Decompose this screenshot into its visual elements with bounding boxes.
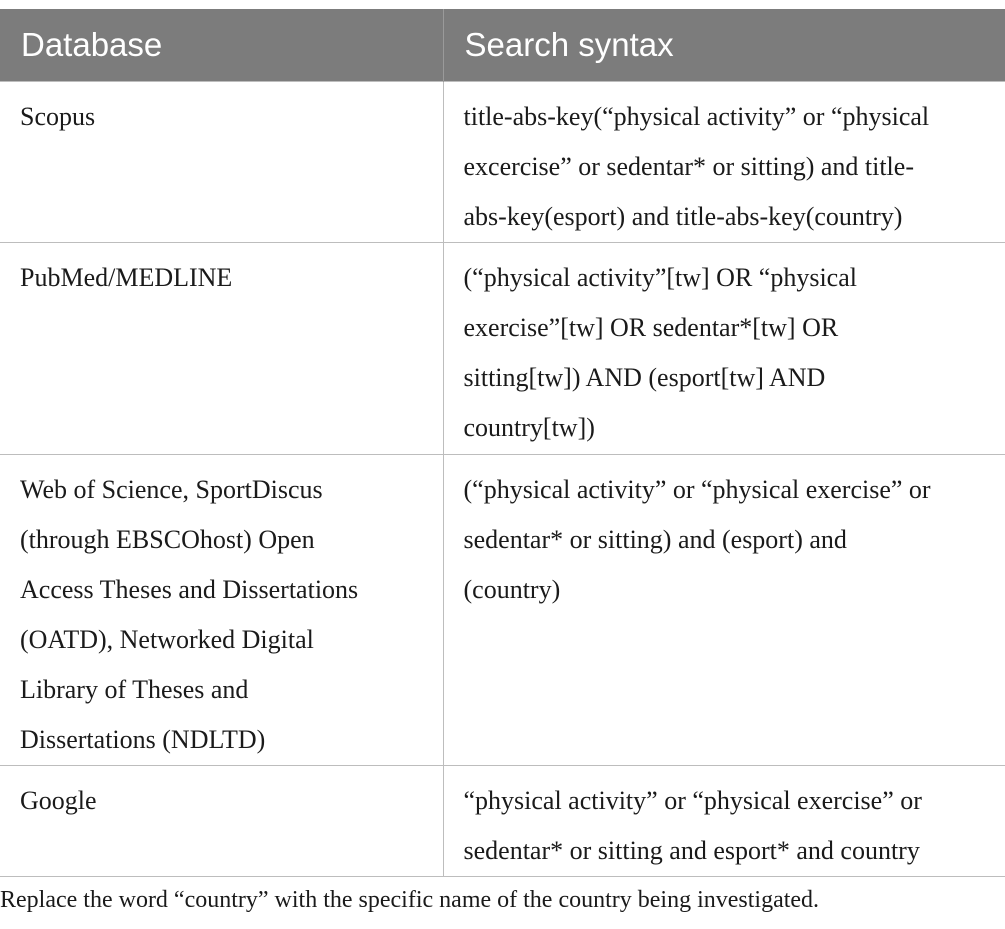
table-row	[0, 455, 1005, 766]
database-line: Web of Science, SportDiscus	[20, 475, 323, 504]
database-cell	[0, 455, 443, 766]
syntax-line: abs-key(esport) and title-abs-key(country)	[463, 202, 903, 231]
table-body	[0, 82, 1005, 877]
database-cell	[0, 243, 443, 455]
syntax-line: excercise” or sedentar* or sitting) and title-	[463, 152, 914, 181]
syntax-line: (“physical activity”[tw] OR “physical	[463, 263, 857, 292]
database-cell	[0, 82, 443, 243]
database-line: Google	[20, 786, 97, 815]
database-line: Dissertations (NDLTD)	[20, 725, 266, 754]
table-row	[0, 82, 1005, 243]
syntax-cell	[443, 82, 1005, 243]
database-line: Scopus	[20, 102, 96, 131]
table-footnote: Replace the word “country” with the specific name of the country being investigated.	[0, 887, 820, 913]
header-search-syntax: Search syntax	[443, 9, 1005, 82]
table-header	[0, 9, 1005, 82]
syntax-line: exercise”[tw] OR sedentar*[tw] OR	[463, 313, 839, 342]
database-line: (OATD), Networked Digital	[20, 625, 314, 654]
syntax-line: (“physical activity” or “physical exercise” or	[463, 475, 931, 504]
syntax-line: sedentar* or sitting) and (esport) and	[463, 525, 847, 554]
syntax-cell	[443, 243, 1005, 455]
syntax-line: “physical activity” or “physical exercise” or	[463, 786, 922, 815]
syntax-line: title-abs-key(“physical activity” or “physical	[463, 102, 930, 131]
syntax-cell	[443, 766, 1005, 877]
syntax-cell	[443, 455, 1005, 766]
syntax-line: sitting[tw]) AND (esport[tw] AND	[463, 363, 826, 392]
database-line: PubMed/MEDLINE	[20, 263, 233, 292]
syntax-line: (country)	[463, 575, 561, 604]
header-row	[0, 9, 1005, 82]
database-line: Access Theses and Dissertations	[20, 575, 359, 604]
table-row	[0, 243, 1005, 455]
database-line: Library of Theses and	[20, 675, 249, 704]
syntax-line: country[tw])	[463, 413, 595, 442]
database-line: (through EBSCOhost) Open	[20, 525, 315, 554]
database-cell	[0, 766, 443, 877]
search-syntax-table-container	[0, 9, 1005, 877]
syntax-line: sedentar* or sitting and esport* and country	[463, 836, 920, 865]
header-database: Database	[0, 9, 443, 82]
table-row	[0, 766, 1005, 877]
search-syntax-table	[0, 9, 1005, 877]
